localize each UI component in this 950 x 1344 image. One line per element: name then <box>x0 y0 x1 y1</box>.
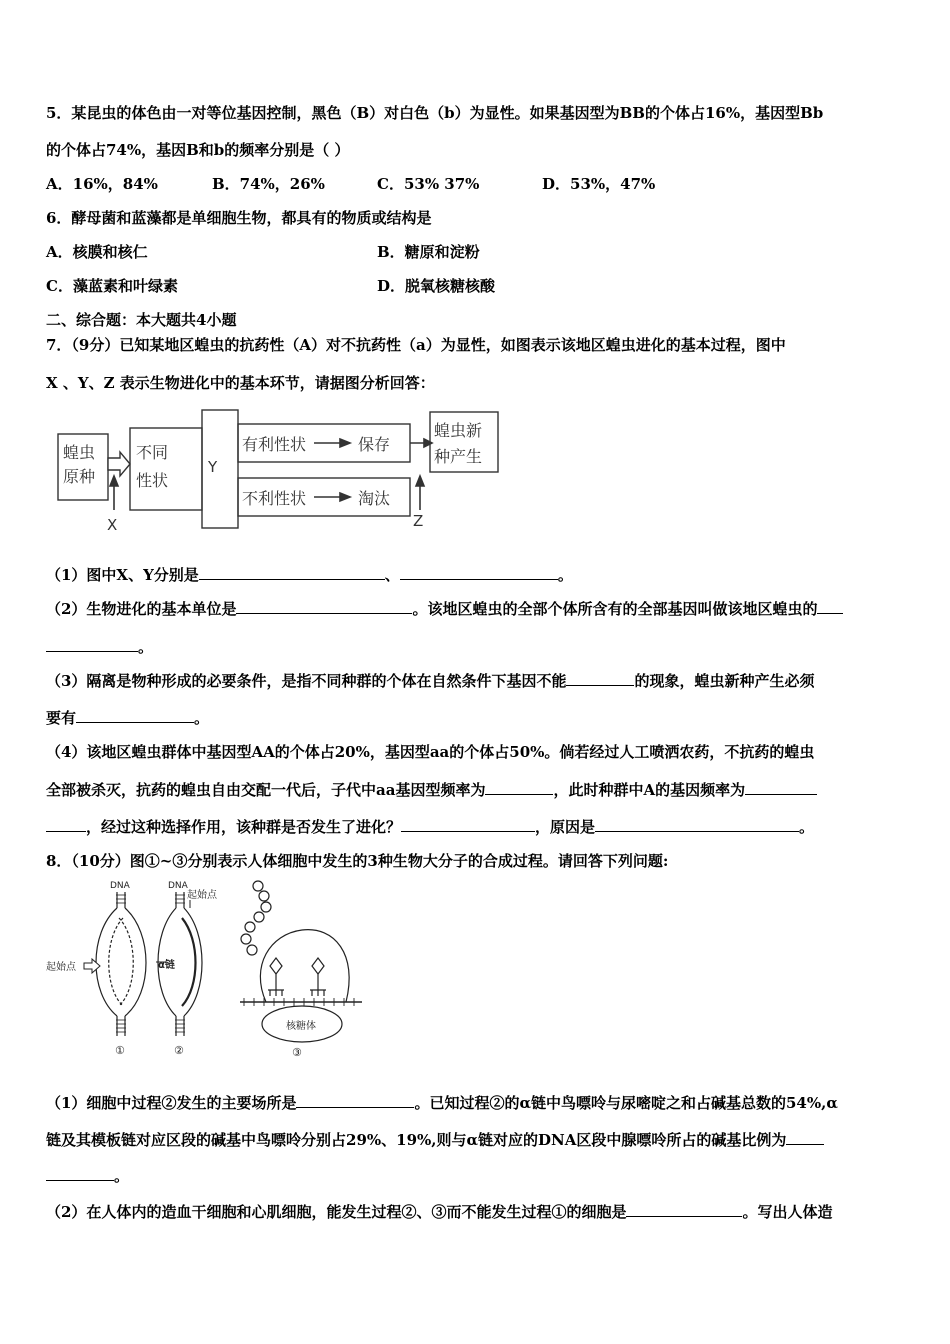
q6-option-a: A．核膜和核仁 <box>46 243 148 261</box>
x-label: X <box>107 516 118 534</box>
answer-blank[interactable] <box>786 1130 824 1145</box>
synthesis-figure <box>44 878 364 1062</box>
q5-stem-line2: 的个体占74%，基因B和b的频率分别是（ ） <box>46 141 350 159</box>
q8-part1-line2: 链及其模板链对应区段的碱基中鸟嘌呤分别占29%、19%,则与α链对应的DNA区段中腺嘌呤所占的碱基比例为 <box>46 1130 906 1150</box>
box1-line2: 原种 <box>63 467 96 486</box>
dna-label-1: DNA <box>110 881 130 891</box>
answer-blank[interactable] <box>626 1202 742 1217</box>
favorable-trait: 有利性状 <box>242 435 307 454</box>
answer-blank[interactable] <box>199 565 385 580</box>
answer-blank[interactable] <box>76 708 194 723</box>
q5-option-b: B．74%，26% <box>212 175 325 193</box>
eliminate-label: 淘汰 <box>358 489 391 508</box>
q8-part1-line1: （1）细胞中过程②发生的主要场所是 。已知过程②的α链中鸟嘌呤与尿嘧啶之和占碱基总数的54%,α <box>46 1094 838 1112</box>
answer-blank[interactable] <box>46 817 86 832</box>
origin-label-left: 起始点 <box>46 962 76 973</box>
z-label: Z <box>413 512 424 530</box>
answer-blank[interactable] <box>46 1166 114 1181</box>
q7-part2: （2）生物进化的基本单位是 。该地区蝗虫的全部个体所含有的全部基因叫做该地区蝗虫的 <box>46 599 906 619</box>
transition-arrow <box>108 452 130 476</box>
q6-stem: 6．酵母菌和蓝藻都是单细胞生物，都具有的物质或结构是 <box>46 209 432 227</box>
q7-part3: （3）隔离是物种形成的必要条件，是指不同种群的个体在自然条件下基因不能 的现象，蝗虫新种产生必须 <box>46 672 815 690</box>
q7-stem-line2: X 、Y、Z 表示生物进化中的基本环节，请据图分析回答： <box>46 374 435 392</box>
origin-label-top: 起始点 <box>187 890 217 901</box>
answer-blank[interactable] <box>745 780 817 795</box>
new-species-line1: 蝗虫新 <box>434 421 483 440</box>
q6-option-c: C．藻蓝素和叶绿素 <box>46 277 178 295</box>
q7-part2-cont: 。 <box>46 637 906 657</box>
q8-stem: 8．（10分）图①~③分别表示人体细胞中发生的3种生物大分子的合成过程。请回答下列问题: <box>46 852 669 870</box>
box2-line2: 性状 <box>136 471 169 490</box>
q5-option-a: A．16%，84% <box>46 175 158 193</box>
q8-part1-line3: 。 <box>46 1166 906 1186</box>
ribosome-label: 核糖体 <box>286 1021 316 1032</box>
answer-blank[interactable] <box>401 817 535 832</box>
q5-stem-line1: 5．某昆虫的体色由一对等位基因控制，黑色（B）对白色（b）为显性。如果基因型为BB的个体占16%，基因型Bb <box>46 104 824 122</box>
figure-number-2: ② <box>174 1044 184 1057</box>
q7-part1: （1）图中X、Y分别是 、 。 <box>46 566 573 584</box>
y-label: Y <box>208 458 218 476</box>
figure-number-1: ① <box>115 1044 125 1057</box>
answer-blank[interactable] <box>595 817 799 832</box>
alpha-chain-label: α链 <box>158 960 175 971</box>
new-species-line2: 种产生 <box>434 447 483 466</box>
q5-option-c: C．53% 37% <box>377 175 480 193</box>
q6-option-b: B．糖原和淀粉 <box>377 243 480 261</box>
q6-option-d: D．脱氧核糖核酸 <box>377 277 496 295</box>
preserve-label: 保存 <box>358 435 391 454</box>
q5-option-d: D．53%，47% <box>542 175 656 193</box>
answer-blank[interactable] <box>485 780 553 795</box>
box1-line1: 蝗虫 <box>63 443 96 462</box>
q8-part2: （2）在人体内的造血干细胞和心肌细胞，能发生过程②、③而不能发生过程①的细胞是 。写出人体造 <box>46 1203 833 1221</box>
q7-part3-cont: 要有 。 <box>46 709 210 727</box>
figure-number-3: ③ <box>292 1046 302 1059</box>
answer-blank[interactable] <box>817 599 843 614</box>
answer-blank[interactable] <box>46 637 138 652</box>
answer-blank[interactable] <box>566 671 634 686</box>
unfavorable-trait: 不利性状 <box>242 489 307 508</box>
q7-part4-line1: （4）该地区蝗虫群体中基因型AA的个体占20%，基因型aa的个体占50%。倘若经过人工喷洒农药，不抗药的蝗虫 <box>46 743 815 761</box>
box2-line1: 不同 <box>136 443 169 462</box>
section-heading: 二、综合题：本大题共4小题 <box>46 311 237 329</box>
q7-stem-line1: 7．（9分）已知某地区蝗虫的抗药性（A）对不抗药性（a）为显性，如图表示该地区蝗虫进化的基本过程，图中 <box>46 336 786 354</box>
answer-blank[interactable] <box>296 1093 414 1108</box>
q7-part4-line2: 全部被杀灭，抗药的蝗虫自由交配一代后，子代中aa基因型频率为 ，此时种群中A的基因频率为 <box>46 780 906 800</box>
answer-blank[interactable] <box>236 599 412 614</box>
evolution-diagram <box>54 406 504 536</box>
dna-label-2: DNA <box>168 881 188 891</box>
q7-part4-line3: ，经过这种选择作用，该种群是否发生了进化？ ，原因是 。 <box>46 817 906 837</box>
answer-blank[interactable] <box>400 565 558 580</box>
